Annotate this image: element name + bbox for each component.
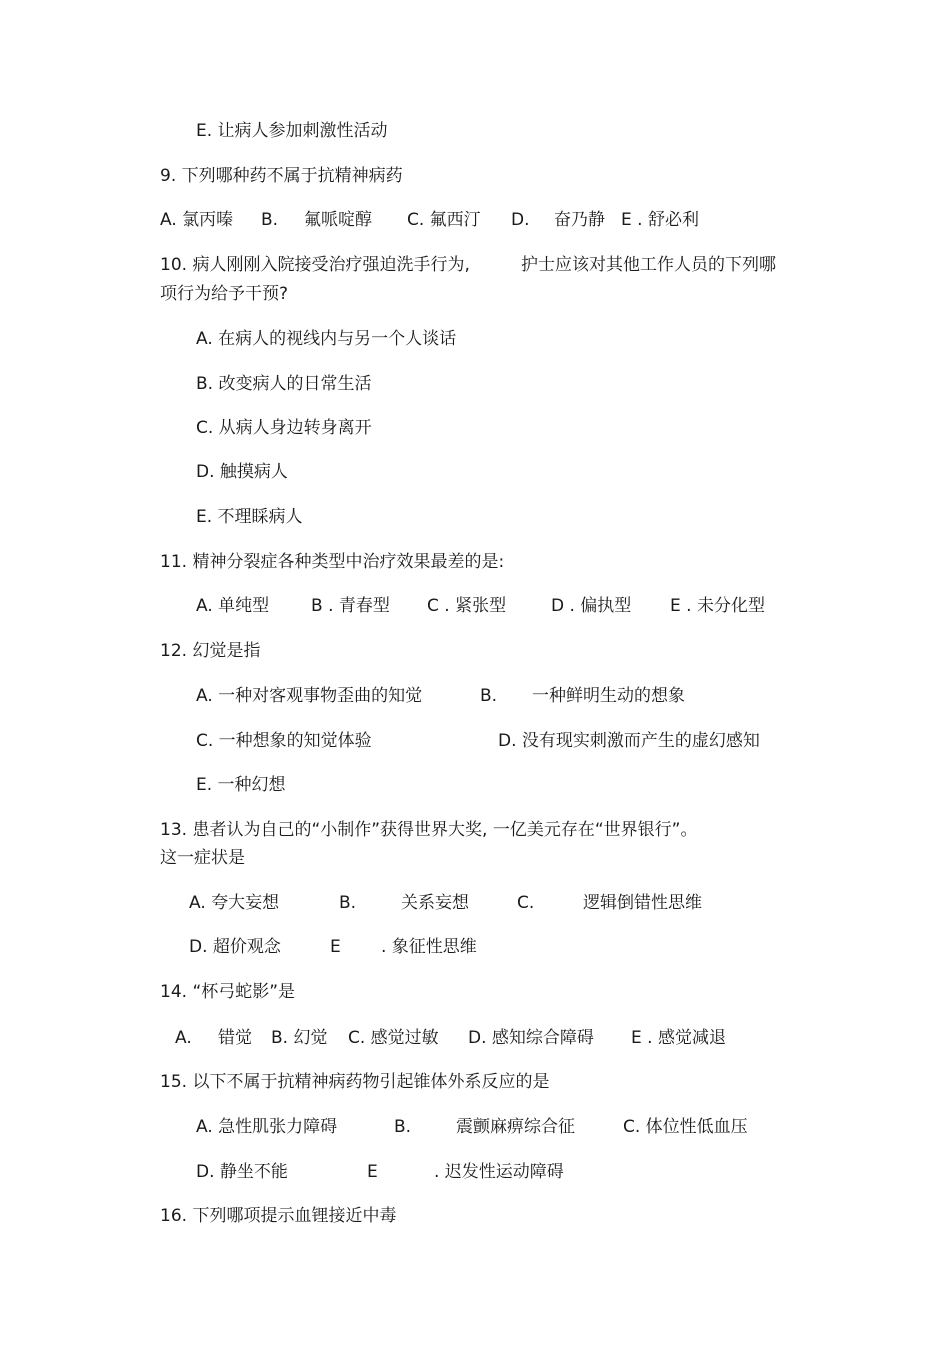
option-b-letter: B. [394, 1117, 412, 1137]
options-q14 [175, 1027, 835, 1049]
option-e: E . 舒必利 [621, 210, 699, 230]
option-c: C . 紧张型 [427, 596, 507, 616]
option-c-q10: C. 从病人身边转身离开 [196, 418, 372, 438]
option-d: D. 没有现实刺激而产生的虚幻感知 [498, 731, 760, 751]
option-e: E . 未分化型 [670, 596, 765, 616]
options-q12-row1 [196, 685, 836, 707]
question-13: 13. 患者认为自己的“小制作”获得世界大奖, 一亿美元存在“世界银行”。 [160, 820, 698, 840]
option-b-text: 氟哌啶醇 [304, 210, 372, 230]
option-a: A. 氯丙嗪 [160, 210, 234, 230]
option-d: D. 感知综合障碍 [468, 1028, 594, 1048]
option-b-text: 关系妄想 [401, 893, 469, 913]
option-b-letter: B. [480, 686, 498, 706]
option-d-letter: D. [511, 210, 530, 230]
option-e-text: . 迟发性运动障碍 [434, 1162, 564, 1182]
option-d: D. 静坐不能 [196, 1162, 288, 1182]
question-10-part1: 10. 病人刚刚入院接受治疗强迫洗手行为, [160, 255, 470, 275]
question-14: 14. “杯弓蛇影”是 [160, 982, 296, 1002]
option-b: B . 青春型 [311, 596, 390, 616]
options-q12-row2 [196, 730, 836, 752]
question-11: 11. 精神分裂症各种类型中治疗效果最差的是: [160, 552, 505, 572]
option-c-text: 逻辑倒错性思维 [583, 893, 702, 913]
option-e-q10: E. 不理睬病人 [196, 507, 303, 527]
question-13-continued: 这一症状是 [160, 848, 245, 868]
option-e-q12: E. 一种幻想 [196, 775, 286, 795]
option-e-letter: E [330, 937, 341, 957]
question-16: 16. 下列哪项提示血锂接近中毒 [160, 1206, 397, 1226]
option-c: C. 氟西汀 [407, 210, 481, 230]
option-a: A. 单纯型 [196, 596, 270, 616]
option-a: A. 一种对客观事物歪曲的知觉 [196, 686, 423, 706]
option-a-q10: A. 在病人的视线内与另一个人谈话 [196, 329, 457, 349]
option-c: C. 感觉过敏 [348, 1028, 439, 1048]
option-d: D. 超价观念 [189, 937, 281, 957]
option-b-q10: B. 改变病人的日常生活 [196, 374, 372, 394]
question-10-continued: 项行为给予干预? [160, 284, 289, 304]
option-a: A. 急性肌张力障碍 [196, 1117, 338, 1137]
options-q11 [196, 595, 836, 617]
option-e-text: . 象征性思维 [381, 937, 477, 957]
option-c-letter: C. [517, 893, 535, 913]
option-e-q8: E. 让病人参加刺激性活动 [196, 121, 388, 141]
option-b: B. 幻觉 [271, 1028, 328, 1048]
option-e-letter: E [367, 1162, 378, 1182]
options-q13-row1 [189, 892, 829, 914]
option-e: E . 感觉减退 [631, 1028, 726, 1048]
option-b-letter: B. [339, 893, 357, 913]
option-b-text: 一种鲜明生动的想象 [532, 686, 685, 706]
question-10 [160, 254, 840, 276]
question-12: 12. 幻觉是指 [160, 641, 261, 661]
option-d-q10: D. 触摸病人 [196, 462, 288, 482]
option-c: C. 一种想象的知觉体验 [196, 731, 372, 751]
options-q15-row2 [196, 1161, 836, 1183]
option-a-text: 错觉 [218, 1028, 252, 1048]
option-c: C. 体位性低血压 [623, 1117, 748, 1137]
option-b-letter: B. [261, 210, 279, 230]
question-15: 15. 以下不属于抗精神病药物引起锥体外系反应的是 [160, 1072, 550, 1092]
option-a: A. 夸大妄想 [189, 893, 280, 913]
option-a-letter: A. [175, 1028, 192, 1048]
options-q13-row2 [189, 936, 829, 958]
option-d: D . 偏执型 [551, 596, 632, 616]
option-d-text: 奋乃静 [554, 210, 605, 230]
question-10-part2: 护士应该对其他工作人员的下列哪 [521, 255, 776, 275]
option-b-text: 震颤麻痹综合征 [456, 1117, 575, 1137]
question-9: 9. 下列哪种药不属于抗精神病药 [160, 166, 403, 186]
options-q9 [160, 209, 860, 231]
options-q15-row1 [196, 1116, 836, 1138]
